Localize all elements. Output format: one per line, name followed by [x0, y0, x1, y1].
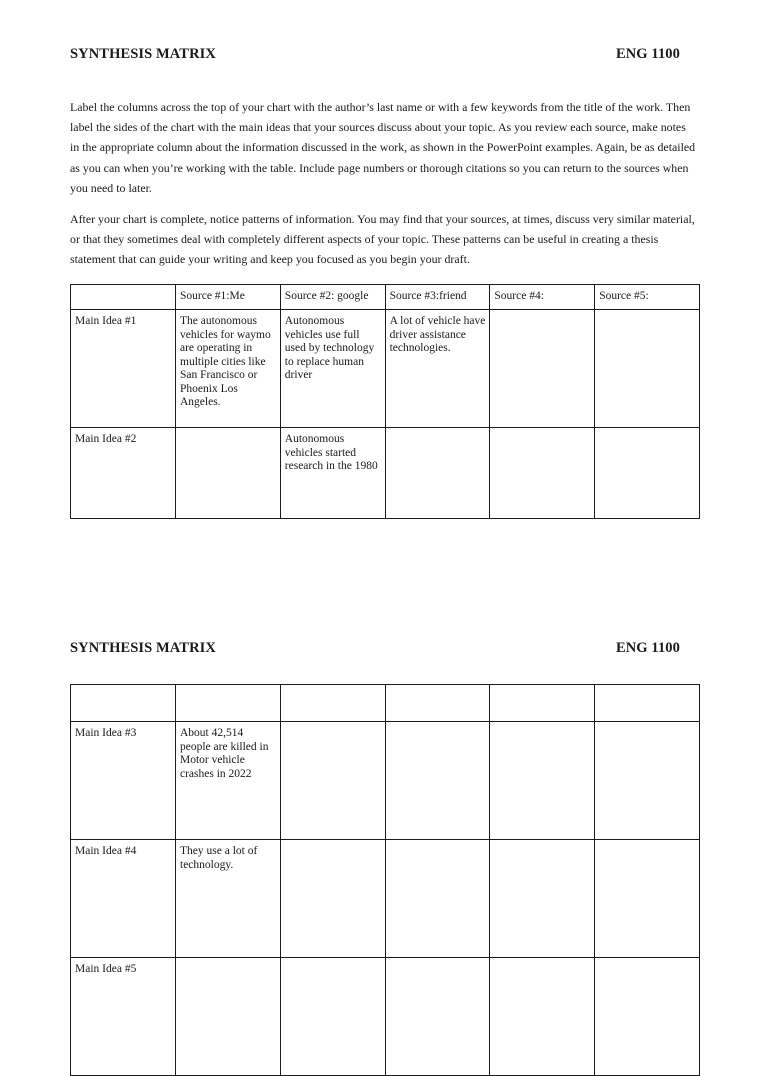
table-cell [490, 310, 595, 428]
table-cell [280, 840, 385, 958]
row-label-main-idea-4: Main Idea #4 [71, 840, 176, 958]
table-cell [490, 428, 595, 519]
table-cell [280, 722, 385, 840]
header-cell-source-3: Source #3:friend [385, 285, 490, 310]
table-row-main-idea-1 [71, 310, 700, 428]
table-cell: A lot of vehicle have driver assistance technologies. [385, 310, 490, 428]
row-label-main-idea-3: Main Idea #3 [71, 722, 176, 840]
table-cell: Autonomous vehicles use full used by technology to replace human driver [280, 310, 385, 428]
table-cell [280, 958, 385, 1076]
header-cell-source-1 [176, 685, 281, 722]
table-cell [595, 310, 700, 428]
course-code: ENG 1100 [615, 46, 680, 62]
header-cell-source-4: Source #4: [490, 285, 595, 310]
document-header-page-2 [70, 640, 680, 657]
header-cell-source-5 [595, 685, 700, 722]
document-header [70, 46, 680, 63]
row-label-main-idea-1: Main Idea #1 [71, 310, 176, 428]
table-cell [385, 840, 490, 958]
table-cell [490, 958, 595, 1076]
table-cell [490, 840, 595, 958]
table-header-row [71, 685, 700, 722]
document-title: SYNTHESIS MATRIX [70, 46, 216, 62]
table-cell [385, 958, 490, 1076]
table-header-row [71, 285, 700, 310]
instructions-paragraph-2: After your chart is complete, notice patterns of information. You may find that your sources, at times, discuss very similar material, or that they sometimes deal with completely different aspects of your topic. These patterns can be useful in creating a thesis statement that can guide your writing and keep you focused as you begin your draft. [70, 212, 695, 267]
table-cell [385, 722, 490, 840]
instructions [70, 97, 698, 281]
instructions-paragraph-1: Label the columns across the top of your chart with the author’s last name or with a few keywords from the title of the work. Then label the sides of the chart with the main ideas that your sources discuss about your topic. As you review each source, make notes in the appropriate column about the information discussed in the work, as shown in the PowerPoint examples. Again, be as detailed as you can when you’re working with the table. Include page numbers or thorough citations so you can return to the sources when you need to later. [70, 100, 696, 195]
header-cell-corner [71, 685, 176, 722]
table-cell: They use a lot of technology. [176, 840, 281, 958]
course-code: ENG 1100 [615, 640, 680, 656]
table-row-main-idea-5 [71, 958, 700, 1076]
table-cell [490, 722, 595, 840]
row-label-main-idea-2: Main Idea #2 [71, 428, 176, 519]
table-cell: The autonomous vehicles for waymo are operating in multiple cities like San Francisco or Phoenix Los Angeles. [176, 310, 281, 428]
header-cell-source-2: Source #2: google [280, 285, 385, 310]
table-row-main-idea-2 [71, 428, 700, 519]
table-cell [595, 958, 700, 1076]
header-cell-source-5: Source #5: [595, 285, 700, 310]
header-cell-corner [71, 285, 176, 310]
synthesis-matrix-table-2 [70, 684, 700, 1076]
header-cell-source-1: Source #1:Me [176, 285, 281, 310]
table-row-main-idea-3 [71, 722, 700, 840]
row-label-main-idea-5: Main Idea #5 [71, 958, 176, 1076]
table-cell [176, 428, 281, 519]
table-cell [385, 428, 490, 519]
table-cell [595, 840, 700, 958]
table-cell [595, 722, 700, 840]
table-cell: About 42,514 people are killed in Motor vehicle crashes in 2022 [176, 722, 281, 840]
header-cell-source-2 [280, 685, 385, 722]
header-cell-source-3 [385, 685, 490, 722]
table-cell [595, 428, 700, 519]
header-cell-source-4 [490, 685, 595, 722]
table-row-main-idea-4 [71, 840, 700, 958]
table-cell: Autonomous vehicles started research in the 1980 [280, 428, 385, 519]
table-cell [176, 958, 281, 1076]
document-title: SYNTHESIS MATRIX [70, 640, 216, 656]
synthesis-matrix-table-1 [70, 284, 700, 519]
